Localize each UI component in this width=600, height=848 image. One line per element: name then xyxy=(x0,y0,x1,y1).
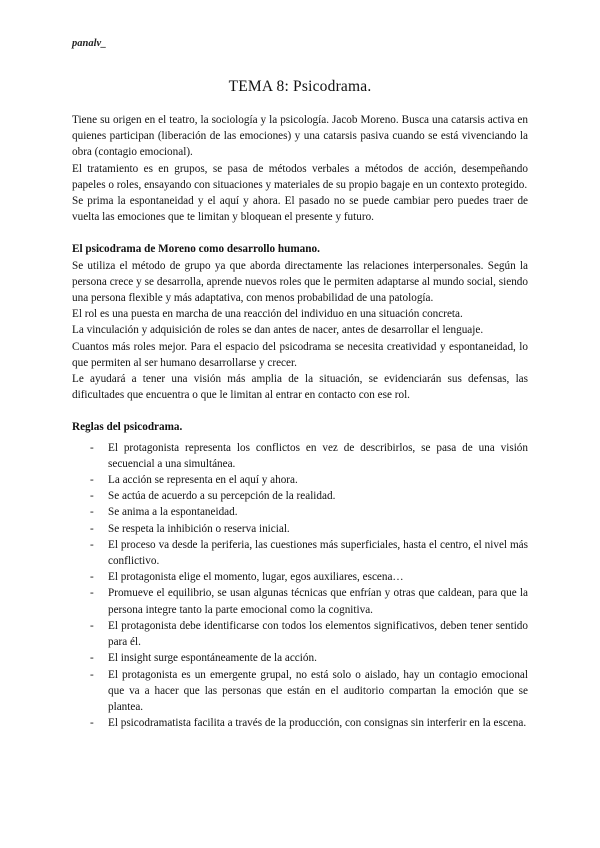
page-header: panalv_ xyxy=(72,38,107,49)
rules-list xyxy=(72,440,528,732)
section-paragraph: Le ayudará a tener una visión más amplia de la situación, se evidenciarán sus defensas, las dificultades que encuentra o que le limitan al entrar en contacto con ese rol. xyxy=(72,373,528,402)
section-rules xyxy=(72,419,528,731)
list-item xyxy=(72,488,528,504)
dash-bullet: - xyxy=(90,522,94,535)
intro-section xyxy=(72,112,528,225)
list-item xyxy=(72,537,528,569)
list-item-text: El proceso va desde la periferia, las cuestiones más superficiales, hasta el centro, el nivel más conflictivo. xyxy=(108,538,528,568)
list-item xyxy=(72,521,528,537)
list-item xyxy=(72,585,528,617)
list-item xyxy=(72,618,528,650)
list-item-text: La acción se representa en el aquí y ahora. xyxy=(108,474,298,487)
list-item-text: El insight surge espontáneamente de la acción. xyxy=(108,652,317,665)
section-moreno xyxy=(72,241,528,403)
dash-bullet: - xyxy=(90,474,94,487)
dash-bullet: - xyxy=(90,668,94,681)
section-paragraph: Se utiliza el método de grupo ya que aborda directamente las relaciones interpersonales. Según la persona crece y se desarrolla, aprende nuevos roles que le permiten adaptarse al mundo social, siendo una persona flexible y más adaptativa, con menos probabilidad de una patología. xyxy=(72,259,528,305)
list-item xyxy=(72,569,528,585)
list-item xyxy=(72,650,528,666)
dash-bullet: - xyxy=(90,506,94,519)
list-item-text: Se respeta la inhibición o reserva inicial. xyxy=(108,522,290,535)
document-body xyxy=(72,112,528,731)
section-heading: El psicodrama de Moreno como desarrollo humano. xyxy=(72,243,320,256)
dash-bullet: - xyxy=(90,652,94,665)
dash-bullet: - xyxy=(90,538,94,551)
list-item xyxy=(72,440,528,472)
spacer xyxy=(72,403,528,419)
intro-paragraph: El tratamiento es en grupos, se pasa de métodos verbales a métodos de acción, desempeñando papeles o roles, ensayando con situaciones y materiales de su propio bagaje en un contexto protegido. xyxy=(72,162,528,191)
list-item-text: El protagonista es un emergente grupal, no está solo o aislado, hay un contagio emocional que va a hacer que las personas que están en el auditorio compartan la emoción que se plantea. xyxy=(108,668,528,713)
spacer xyxy=(72,225,528,241)
list-item-text: Se actúa de acuerdo a su percepción de la realidad. xyxy=(108,490,336,503)
dash-bullet: - xyxy=(90,441,94,454)
dash-bullet: - xyxy=(90,490,94,503)
list-item xyxy=(72,667,528,716)
list-item-text: El protagonista representa los conflictos en vez de describirlos, se pasa de una visión secuencial a una simultánea. xyxy=(108,441,528,470)
section-heading: Reglas del psicodrama. xyxy=(72,421,183,434)
list-item xyxy=(72,715,528,731)
list-item-text: Se anima a la espontaneidad. xyxy=(108,506,238,519)
list-item-text: Promueve el equilibrio, se usan algunas técnicas que enfrían y otras que caldean, para que la persona integre tanto la parte emocional como la cognitiva. xyxy=(108,587,528,616)
dash-bullet: - xyxy=(90,587,94,600)
list-item xyxy=(72,504,528,520)
dash-bullet: - xyxy=(90,717,94,730)
section-paragraph: Cuantos más roles mejor. Para el espacio del psicodrama se necesita creatividad y espontaneidad, lo que permiten al ser humano desarrollarse y crecer. xyxy=(72,340,528,369)
page-title: TEMA 8: Psicodrama. xyxy=(228,78,372,95)
intro-paragraph: Tiene su origen en el teatro, la sociología y la psicología. Jacob Moreno. Busca una catarsis activa en quienes participan (liberación de las emociones) y una catarsis pasiva cuando se está vivenciando la obra (contagio emocional). xyxy=(72,114,528,159)
section-paragraph: El rol es una puesta en marcha de una reacción del individuo en una situación concreta. xyxy=(72,308,463,321)
dash-bullet: - xyxy=(90,571,94,584)
list-item-text: El protagonista debe identificarse con todos los elementos significativos, deben tener sentido para él. xyxy=(108,619,528,649)
intro-paragraph: Se prima la espontaneidad y el aquí y ahora. El pasado no se puede cambiar pero puedes traer de vuelta las emociones que te limitan y bloquean el presente y futuro. xyxy=(72,195,528,224)
list-item-text: El psicodramatista facilita a través de la producción, con consignas sin interferir en la escena. xyxy=(108,717,527,730)
dash-bullet: - xyxy=(90,619,94,632)
list-item-text: El protagonista elige el momento, lugar, egos auxiliares, escena… xyxy=(108,571,404,584)
section-paragraph: La vinculación y adquisición de roles se dan antes de nacer, antes de desarrollar el lenguaje. xyxy=(72,324,484,337)
list-item xyxy=(72,472,528,488)
